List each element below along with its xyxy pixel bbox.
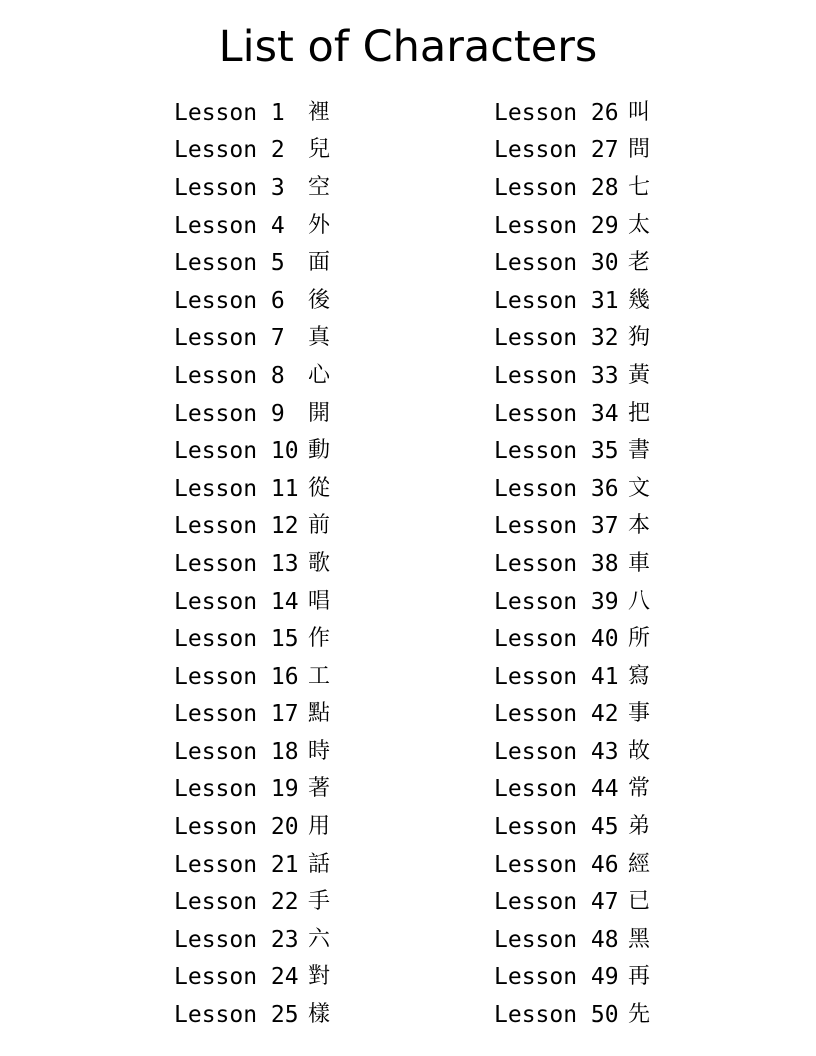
list-item [494,808,650,846]
lesson-column-left [174,94,330,1034]
lesson-label: Lesson 12 [174,513,299,540]
lesson-label: Lesson 21 [174,851,299,878]
lesson-label: Lesson 18 [174,738,299,765]
lesson-character: 著 [308,776,331,802]
lesson-label: Lesson 41 [494,663,619,690]
lesson-character: 故 [628,738,651,764]
list-item [494,169,650,207]
lesson-label: Lesson 1 [174,99,285,126]
lesson-character: 作 [308,626,331,652]
lesson-label: Lesson 45 [494,814,619,841]
lesson-label: Lesson 31 [494,287,619,314]
lesson-character: 幾 [628,287,651,313]
list-item [494,620,650,658]
lesson-label: Lesson 16 [174,663,299,690]
list-item [174,357,330,395]
list-item [494,733,650,771]
lesson-label: Lesson 17 [174,701,299,728]
list-item [174,94,330,132]
lesson-character: 所 [628,626,651,652]
lesson-character: 黃 [628,362,651,388]
lesson-character: 話 [308,851,331,877]
lesson-label: Lesson 40 [494,626,619,653]
list-item [174,470,330,508]
lesson-label: Lesson 30 [494,250,619,277]
list-item [174,959,330,997]
lesson-character: 點 [308,701,331,727]
lesson-label: Lesson 37 [494,513,619,540]
lesson-label: Lesson 8 [174,362,285,389]
list-item [494,658,650,696]
lesson-character: 狗 [628,325,651,351]
lesson-character: 弟 [628,814,651,840]
lesson-label: Lesson 24 [174,964,299,991]
lesson-character: 真 [308,325,331,351]
lesson-label: Lesson 4 [174,212,285,239]
lesson-character: 面 [308,250,331,276]
lesson-label: Lesson 20 [174,814,299,841]
lesson-character: 從 [308,475,331,501]
list-item [174,320,330,358]
list-item [494,470,650,508]
lesson-label: Lesson 11 [174,475,299,502]
list-item [494,357,650,395]
list-item [494,959,650,997]
lesson-character: 經 [628,851,651,877]
lesson-label: Lesson 28 [494,174,619,201]
lesson-character: 時 [308,738,331,764]
lesson-character: 前 [308,513,331,539]
lesson-character: 外 [308,212,331,238]
list-item [174,395,330,433]
lesson-label: Lesson 14 [174,588,299,615]
list-item [174,432,330,470]
lesson-column-right [494,94,650,1034]
lesson-label: Lesson 39 [494,588,619,615]
lesson-label: Lesson 42 [494,701,619,728]
list-item [174,545,330,583]
lesson-label: Lesson 26 [494,99,619,126]
list-item [494,320,650,358]
lesson-label: Lesson 47 [494,889,619,916]
lesson-label: Lesson 6 [174,287,285,314]
lesson-label: Lesson 29 [494,212,619,239]
lesson-label: Lesson 22 [174,889,299,916]
lesson-label: Lesson 38 [494,550,619,577]
list-item [174,207,330,245]
lesson-character: 文 [628,475,651,501]
lesson-character: 裡 [308,99,331,125]
lesson-character: 七 [628,174,651,200]
lesson-character: 唱 [308,588,331,614]
list-item [494,244,650,282]
lesson-label: Lesson 32 [494,325,619,352]
lesson-character: 再 [628,964,651,990]
list-item [494,282,650,320]
lesson-character: 把 [628,400,651,426]
lesson-character: 歌 [308,550,331,576]
lesson-character: 動 [308,438,331,464]
lesson-character: 八 [628,588,651,614]
lesson-label: Lesson 3 [174,174,285,201]
lesson-character: 叫 [628,99,651,125]
list-item [174,808,330,846]
list-item [174,282,330,320]
lesson-character: 樣 [308,1002,331,1028]
lesson-character: 已 [628,889,651,915]
list-item [174,696,330,734]
list-item [174,733,330,771]
list-item [174,658,330,696]
list-item [174,921,330,959]
lesson-label: Lesson 33 [494,362,619,389]
lesson-character: 本 [628,513,651,539]
list-item [174,132,330,170]
lesson-character: 心 [308,362,331,388]
lesson-character: 工 [308,663,331,689]
lesson-label: Lesson 25 [174,1002,299,1029]
lesson-character: 事 [628,701,651,727]
page-title: List of Characters [218,22,598,72]
lesson-label: Lesson 2 [174,137,285,164]
list-item [494,771,650,809]
lesson-label: Lesson 36 [494,475,619,502]
lesson-character: 對 [308,964,331,990]
lesson-label: Lesson 13 [174,550,299,577]
lesson-label: Lesson 49 [494,964,619,991]
list-item [174,620,330,658]
lesson-character: 手 [308,889,331,915]
list-item [494,846,650,884]
list-item [174,169,330,207]
list-item [494,432,650,470]
lesson-label: Lesson 23 [174,926,299,953]
lesson-character: 先 [628,1002,651,1028]
list-item [174,996,330,1034]
lesson-character: 六 [308,926,331,952]
lesson-label: Lesson 34 [494,400,619,427]
lesson-character: 兒 [308,137,331,163]
lesson-character: 太 [628,212,651,238]
list-item [494,207,650,245]
lesson-label: Lesson 35 [494,438,619,465]
list-item [494,921,650,959]
lesson-label: Lesson 44 [494,776,619,803]
list-item [494,94,650,132]
lesson-character: 開 [308,400,331,426]
lesson-character: 常 [628,776,651,802]
list-item [494,996,650,1034]
list-item [494,132,650,170]
list-item [174,771,330,809]
list-item [494,883,650,921]
lesson-label: Lesson 5 [174,250,285,277]
list-item [494,508,650,546]
lesson-label: Lesson 9 [174,400,285,427]
lesson-character: 老 [628,250,651,276]
list-item [174,508,330,546]
lesson-character: 車 [628,550,651,576]
lesson-label: Lesson 10 [174,438,299,465]
lesson-character: 問 [628,137,651,163]
list-item [174,244,330,282]
list-item [494,583,650,621]
lesson-label: Lesson 15 [174,626,299,653]
list-item [494,696,650,734]
lesson-label: Lesson 7 [174,325,285,352]
lesson-character: 寫 [628,663,651,689]
lesson-character: 書 [628,438,651,464]
lesson-label: Lesson 27 [494,137,619,164]
lesson-label: Lesson 19 [174,776,299,803]
list-item [494,545,650,583]
list-item [174,883,330,921]
lesson-character: 空 [308,174,331,200]
lesson-label: Lesson 48 [494,926,619,953]
lesson-label: Lesson 46 [494,851,619,878]
lesson-character: 黑 [628,926,651,952]
list-item [174,846,330,884]
lesson-character: 用 [308,814,331,840]
list-item [174,583,330,621]
lesson-label: Lesson 43 [494,738,619,765]
lesson-label: Lesson 50 [494,1002,619,1029]
lesson-character: 後 [308,287,331,313]
list-item [494,395,650,433]
